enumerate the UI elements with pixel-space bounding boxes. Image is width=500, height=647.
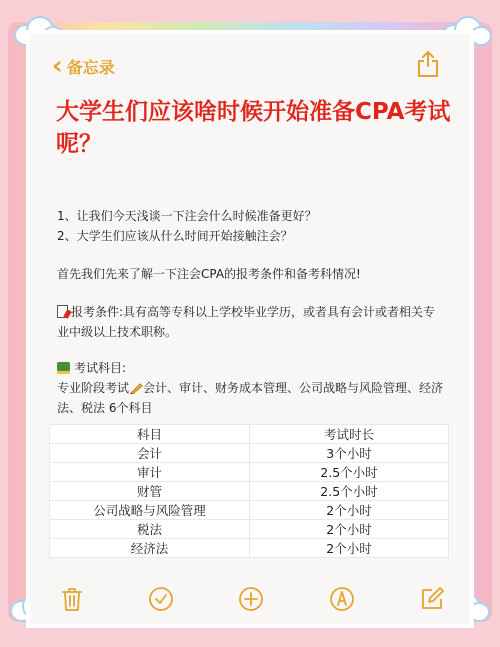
- bottom-toolbar: [0, 585, 500, 615]
- question-1: 1、让我们今天浅谈一下注会什么时候准备更好？: [57, 209, 317, 223]
- subjects-paragraph: [57, 378, 447, 418]
- back-button[interactable]: [52, 53, 115, 79]
- book-icon: [57, 362, 70, 374]
- table-cell: 会计: [50, 444, 250, 463]
- table-cell: 3个小时: [250, 444, 449, 463]
- table-cell: 税法: [50, 520, 250, 539]
- question-2: 2、大学生们应该从什么时间开始接触注会？: [57, 229, 293, 243]
- subjects-list: 会计、审计、财务成本管理、公司战略与风险管理、经济法、税法 6个科目: [57, 381, 444, 415]
- pen-icon[interactable]: [328, 585, 356, 613]
- table-row: [50, 463, 449, 482]
- table-cell: 2.5个小时: [250, 463, 449, 482]
- table-header-cell: 考试时长: [250, 425, 449, 444]
- checklist-icon[interactable]: [147, 585, 175, 613]
- table-cell: 2个小时: [250, 501, 449, 520]
- table-row: [50, 501, 449, 520]
- intro-text: 首先我们先来了解一下注会CPA的报考条件和备考科情况!: [57, 267, 361, 281]
- compose-icon[interactable]: [418, 585, 446, 613]
- back-label: 备忘录: [66, 57, 115, 77]
- table-cell: 财管: [50, 482, 250, 501]
- requirement-paragraph: [57, 302, 447, 342]
- share-icon[interactable]: [416, 50, 440, 78]
- table-cell: 公司战略与风险管理: [50, 501, 250, 520]
- table-row: [50, 539, 449, 558]
- add-icon[interactable]: [237, 585, 265, 613]
- table-cell: 2个小时: [250, 520, 449, 539]
- table-row: [50, 520, 449, 539]
- chevron-left-icon: ‹: [52, 51, 63, 81]
- table-cell: 2个小时: [250, 539, 449, 558]
- table-row: [50, 482, 449, 501]
- table-row: [50, 444, 449, 463]
- subjects-heading: 考试科目:: [74, 361, 127, 375]
- exam-table: [49, 424, 449, 558]
- subjects-prefix: 专业阶段考试: [57, 381, 130, 395]
- requirement-text: 报考条件:具有高等专科以上学校毕业学历，或者具有会计或者相关专业中级以上技术职称。: [57, 305, 436, 339]
- trash-icon[interactable]: [58, 585, 86, 613]
- document-icon: [57, 305, 68, 318]
- table-cell: 经济法: [50, 539, 250, 558]
- table-cell: 2.5个小时: [250, 482, 449, 501]
- page-title: 大学生们应该啥时候开始准备CPA考试呢？: [56, 99, 451, 157]
- table-header-row: [50, 425, 449, 444]
- table-header-cell: 科目: [50, 425, 250, 444]
- writing-hand-icon: [129, 382, 143, 394]
- subjects-heading-line: [57, 358, 447, 378]
- table-cell: 审计: [50, 463, 250, 482]
